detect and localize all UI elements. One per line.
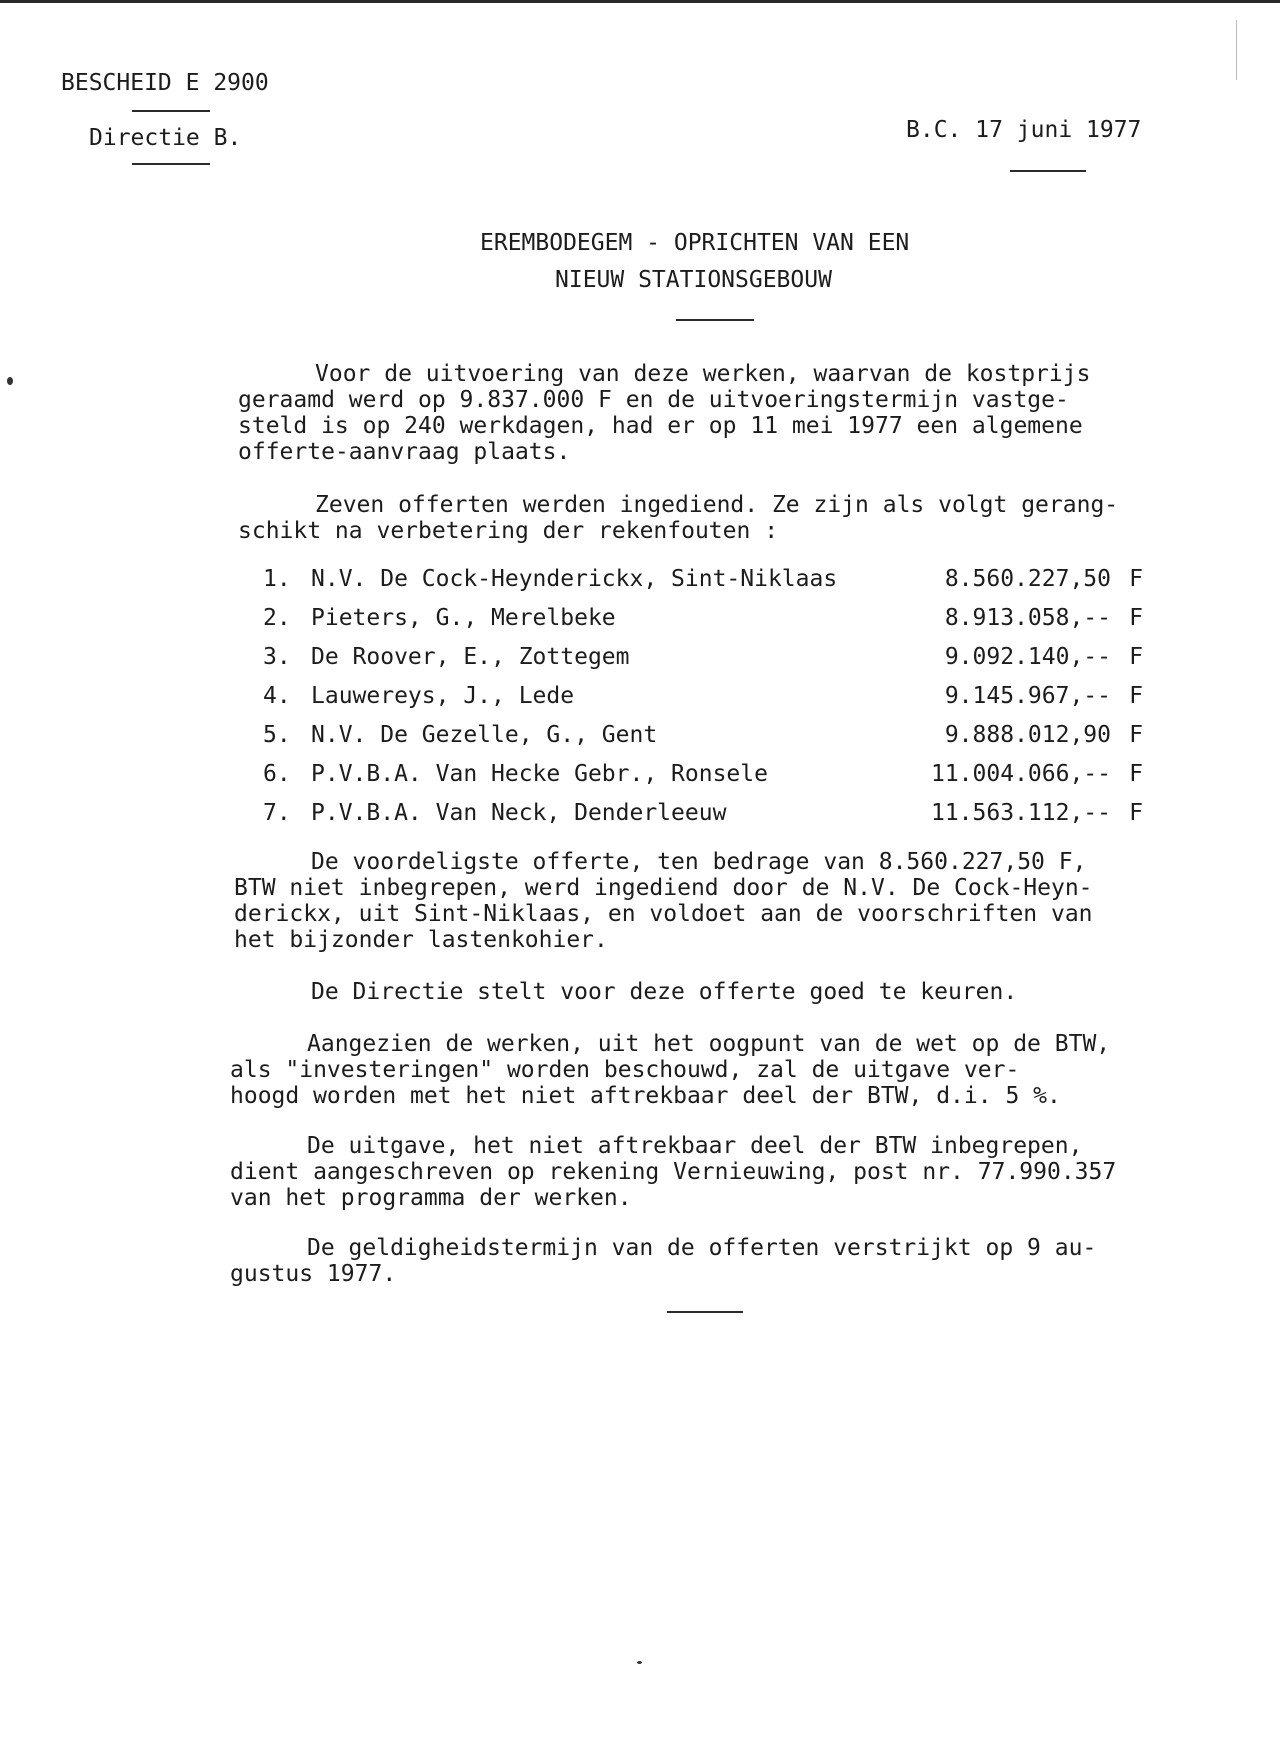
bid-company: P.V.B.A. Van Hecke Gebr., Ronsele — [311, 761, 768, 787]
paragraph-budget — [230, 1133, 1116, 1211]
bid-rank: 3. — [263, 644, 291, 670]
bid-row — [263, 564, 1143, 594]
reference-underline — [132, 110, 210, 112]
paragraph-offers-line: Zeven offerten werden ingediend. Ze zijn als volgt gerang- — [315, 492, 1119, 518]
paragraph-intro-line: geraamd werd op 9.837.000 F en de uitvoeringstermijn vastge- — [238, 387, 1069, 413]
paragraph-best-offer-line: De voordeligste offerte, ten bedrage van 8.560.227,50 F, — [311, 849, 1087, 875]
paragraph-vat-line: hoogd worden met het niet aftrekbaar deel der BTW, d.i. 5 %. — [230, 1083, 1061, 1109]
bid-currency: F — [1129, 605, 1143, 631]
bid-company: De Roover, E., Zottegem — [311, 644, 630, 670]
paragraph-intro-line: steld is op 240 werkdagen, had er op 11 mei 1977 een algemene — [238, 413, 1083, 439]
bid-currency: F — [1129, 800, 1143, 826]
bid-currency: F — [1129, 644, 1143, 670]
scan-speck — [637, 1661, 642, 1664]
bid-amount: 9.092.140,-- — [944, 644, 1111, 670]
paragraph-intro-line: offerte-aanvraag plaats. — [238, 439, 571, 465]
paragraph-offers-line: schikt na verbetering der rekenfouten : — [238, 518, 779, 544]
bid-amount: 11.004.066,-- — [930, 761, 1111, 787]
closing-rule — [667, 1311, 743, 1313]
paragraph-vat — [230, 1031, 1110, 1109]
paragraph-budget-line: De uitgave, het niet aftrekbaar deel der BTW inbegrepen, — [307, 1133, 1083, 1159]
paragraph-proposal — [234, 979, 1017, 1005]
paragraph-vat-line: als "investeringen" worden beschouwd, zal de uitgave ver- — [230, 1057, 1020, 1083]
bid-amount: 9.145.967,-- — [944, 683, 1111, 709]
paragraph-validity-line: gustus 1977. — [230, 1261, 397, 1287]
paragraph-intro — [238, 361, 1090, 465]
document-reference: BESCHEID E 2900 — [61, 70, 269, 96]
bid-rank: 6. — [263, 761, 291, 787]
paragraph-best-offer — [234, 849, 1093, 953]
title-underline — [676, 319, 754, 321]
bid-row — [263, 798, 1143, 828]
paragraph-best-offer-line: BTW niet inbegrepen, werd ingediend door de N.V. De Cock-Heyn- — [234, 875, 1093, 901]
bid-company: Lauwereys, J., Lede — [311, 683, 575, 709]
bid-row — [263, 681, 1143, 711]
bid-row — [263, 759, 1143, 789]
bid-rank: 2. — [263, 605, 291, 631]
bid-currency: F — [1129, 566, 1143, 592]
title-line-2: NIEUW STATIONSGEBOUW — [555, 267, 832, 293]
bid-row — [263, 603, 1143, 633]
bid-row — [263, 642, 1143, 672]
date-underline — [1010, 170, 1086, 172]
paragraph-budget-line: van het programma der werken. — [230, 1185, 632, 1211]
directorate-underline — [132, 163, 210, 165]
bid-company: P.V.B.A. Van Neck, Denderleeuw — [311, 800, 727, 826]
bid-company: Pieters, G., Merelbeke — [311, 605, 616, 631]
bid-amount: 8.560.227,50 — [944, 566, 1111, 592]
bid-currency: F — [1129, 722, 1143, 748]
bid-rank: 5. — [263, 722, 291, 748]
bid-company: N.V. De Cock-Heynderickx, Sint-Niklaas — [311, 566, 838, 592]
bid-rank: 4. — [263, 683, 291, 709]
paragraph-vat-line: Aangezien de werken, uit het oogpunt van de wet op de BTW, — [307, 1031, 1111, 1057]
document-date: B.C. 17 juni 1977 — [906, 117, 1142, 143]
bid-rank: 7. — [263, 800, 291, 826]
page-top-edge-rule — [0, 0, 1280, 3]
paragraph-budget-line: dient aangeschreven op rekening Vernieuwing, post nr. 77.990.357 — [230, 1159, 1117, 1185]
paragraph-best-offer-line: het bijzonder lastenkohier. — [234, 927, 608, 953]
bid-amount: 8.913.058,-- — [944, 605, 1111, 631]
bid-amount: 11.563.112,-- — [930, 800, 1111, 826]
bid-currency: F — [1129, 683, 1143, 709]
title-line-1: EREMBODEGEM - OPRICHTEN VAN EEN — [480, 230, 910, 256]
scan-speck — [7, 377, 13, 385]
bid-rank: 1. — [263, 566, 291, 592]
bid-currency: F — [1129, 761, 1143, 787]
paragraph-proposal-line: De Directie stelt voor deze offerte goed te keuren. — [311, 979, 1018, 1005]
paragraph-validity-line: De geldigheidstermijn van de offerten verstrijkt op 9 au- — [307, 1235, 1097, 1261]
paragraph-best-offer-line: derickx, uit Sint-Niklaas, en voldoet aan de voorschriften van — [234, 901, 1093, 927]
bid-company: N.V. De Gezelle, G., Gent — [311, 722, 658, 748]
bid-amount: 9.888.012,90 — [944, 722, 1111, 748]
directorate-label: Directie B. — [89, 125, 242, 151]
paragraph-offers — [238, 492, 1118, 544]
scan-speck — [1236, 20, 1237, 80]
paragraph-validity — [230, 1235, 1096, 1287]
paragraph-intro-line: Voor de uitvoering van deze werken, waarvan de kostprijs — [315, 361, 1091, 387]
bid-row — [263, 720, 1143, 750]
